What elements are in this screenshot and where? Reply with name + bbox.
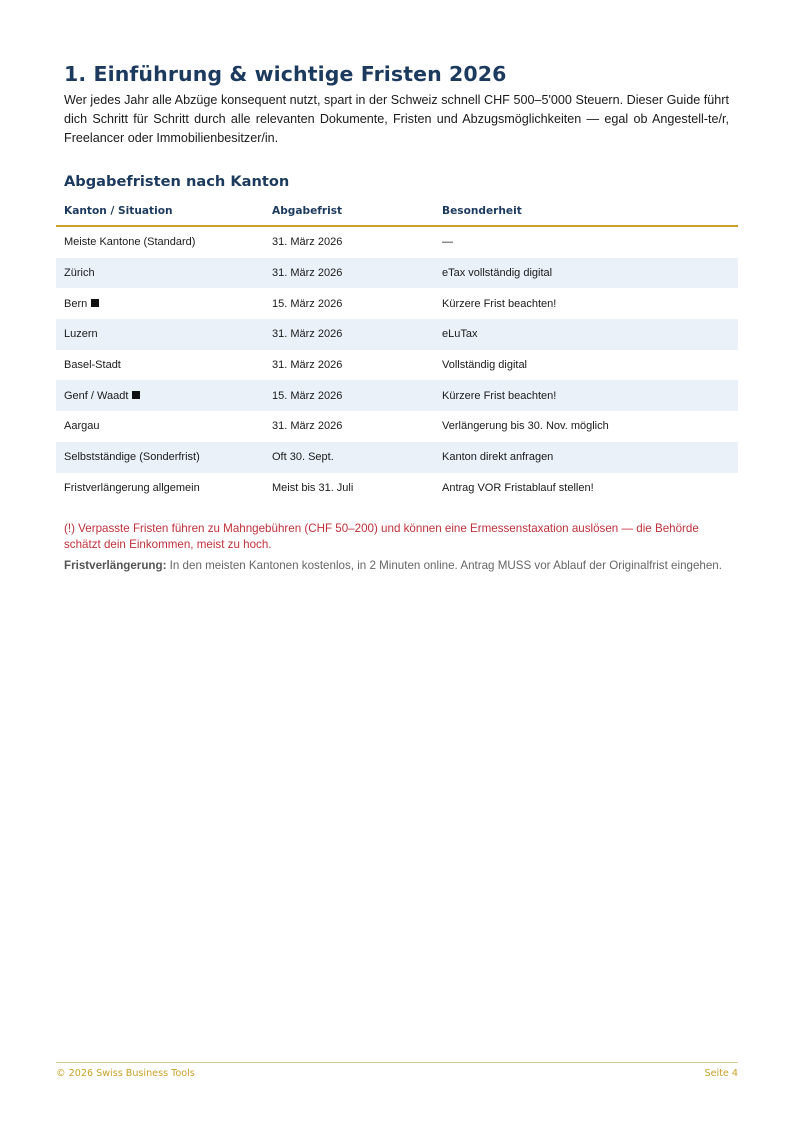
table-row	[56, 226, 738, 258]
black-square-icon	[132, 391, 140, 399]
warning-text: (!) Verpasste Fristen führen zu Mahngebühren (CHF 50–200) und können eine Ermessenstaxation auslösen — die Behörde schätzt dein Einkommen, meist zu hoch.	[64, 522, 699, 551]
cell-abgabefrist: Oft 30. Sept.	[264, 442, 434, 473]
table-row	[56, 319, 738, 350]
black-square-icon	[91, 299, 99, 307]
cell-abgabefrist: 31. März 2026	[264, 319, 434, 350]
cell-abgabefrist: 31. März 2026	[272, 359, 343, 372]
note-label: Fristverlängerung:	[64, 559, 167, 572]
cell-abgabefrist: Meist bis 31. Juli	[272, 481, 354, 494]
cell-besonderheit: Vollständig digital	[442, 359, 528, 372]
cell-kanton	[56, 226, 264, 258]
cell-abgabefrist: 15. März 2026	[272, 297, 343, 310]
table-row	[56, 288, 738, 319]
column-header-abgabefrist: Abgabefrist	[264, 196, 434, 226]
cell-besonderheit: Antrag VOR Fristablauf stellen!	[442, 481, 594, 494]
note-body: In den meisten Kantonen kostenlos, in 2 Minuten online. Antrag MUSS vor Ablauf der Originalfrist eingehen.	[166, 559, 722, 572]
column-header-besonderheit: Besonderheit	[434, 196, 738, 226]
cell-kanton	[56, 288, 264, 319]
table-row	[56, 350, 738, 381]
cell-kanton	[56, 258, 264, 289]
cell-besonderheit: eTax vollständig digital	[434, 258, 738, 289]
cell-besonderheit: eLuTax	[434, 319, 738, 350]
kanton-label: Aargau	[64, 420, 100, 433]
cell-besonderheit: Kanton direkt anfragen	[434, 442, 738, 473]
kanton-label: Fristverlängerung allgemein	[64, 481, 200, 494]
cell-abgabefrist: 15. März 2026	[264, 380, 434, 411]
cell-kanton	[56, 350, 264, 381]
section-title: 1. Einführung & wichtige Fristen 2026	[64, 62, 507, 86]
cell-besonderheit: Verlängerung bis 30. Nov. möglich	[442, 420, 609, 433]
cell-abgabefrist: 31. März 2026	[272, 236, 343, 249]
footer-page-number: Seite 4	[704, 1068, 738, 1079]
table-title: Abgabefristen nach Kanton	[64, 173, 290, 190]
cell-kanton	[56, 319, 264, 350]
footer-divider	[56, 1062, 738, 1063]
footer-copyright: © 2026 Swiss Business Tools	[56, 1068, 195, 1079]
table-row	[56, 473, 738, 504]
kanton-label: Meiste Kantone (Standard)	[64, 236, 196, 249]
cell-kanton	[56, 380, 264, 411]
table-body	[56, 226, 738, 503]
cell-abgabefrist: 31. März 2026	[272, 420, 343, 433]
kanton-label: Selbstständige (Sonderfrist)	[64, 451, 200, 464]
document-page	[56, 0, 738, 1123]
cell-kanton	[56, 442, 264, 473]
table-row	[56, 442, 738, 473]
cell-kanton	[56, 473, 264, 504]
deadlines-table	[56, 196, 738, 503]
column-header-kanton: Kanton / Situation	[56, 196, 264, 226]
note-text	[64, 558, 734, 574]
cell-besonderheit: Kürzere Frist beachten!	[434, 380, 738, 411]
table-row	[56, 258, 738, 289]
kanton-label: Bern	[64, 297, 88, 310]
cell-besonderheit: Kürzere Frist beachten!	[442, 297, 557, 310]
table-row	[56, 411, 738, 442]
kanton-label: Zürich	[64, 267, 95, 280]
cell-besonderheit: —	[442, 236, 453, 249]
kanton-label: Basel-Stadt	[64, 359, 121, 372]
intro-paragraph: Wer jedes Jahr alle Abzüge konsequent nutzt, spart in der Schweiz schnell CHF 500–5'000 Steuern. Dieser Guide führt dich Schritt für Schritt durch alle relevanten Dokumente, Fristen und Abzugsmöglichkeiten — egal ob Angestell-te/r, Freelancer oder Immobilienbesitzer/in.	[64, 93, 729, 145]
kanton-label: Genf / Waadt	[64, 389, 129, 402]
table-row	[56, 380, 738, 411]
cell-kanton	[56, 411, 264, 442]
table-header-row	[56, 196, 738, 226]
kanton-label: Luzern	[64, 328, 98, 341]
cell-abgabefrist: 31. März 2026	[264, 258, 434, 289]
